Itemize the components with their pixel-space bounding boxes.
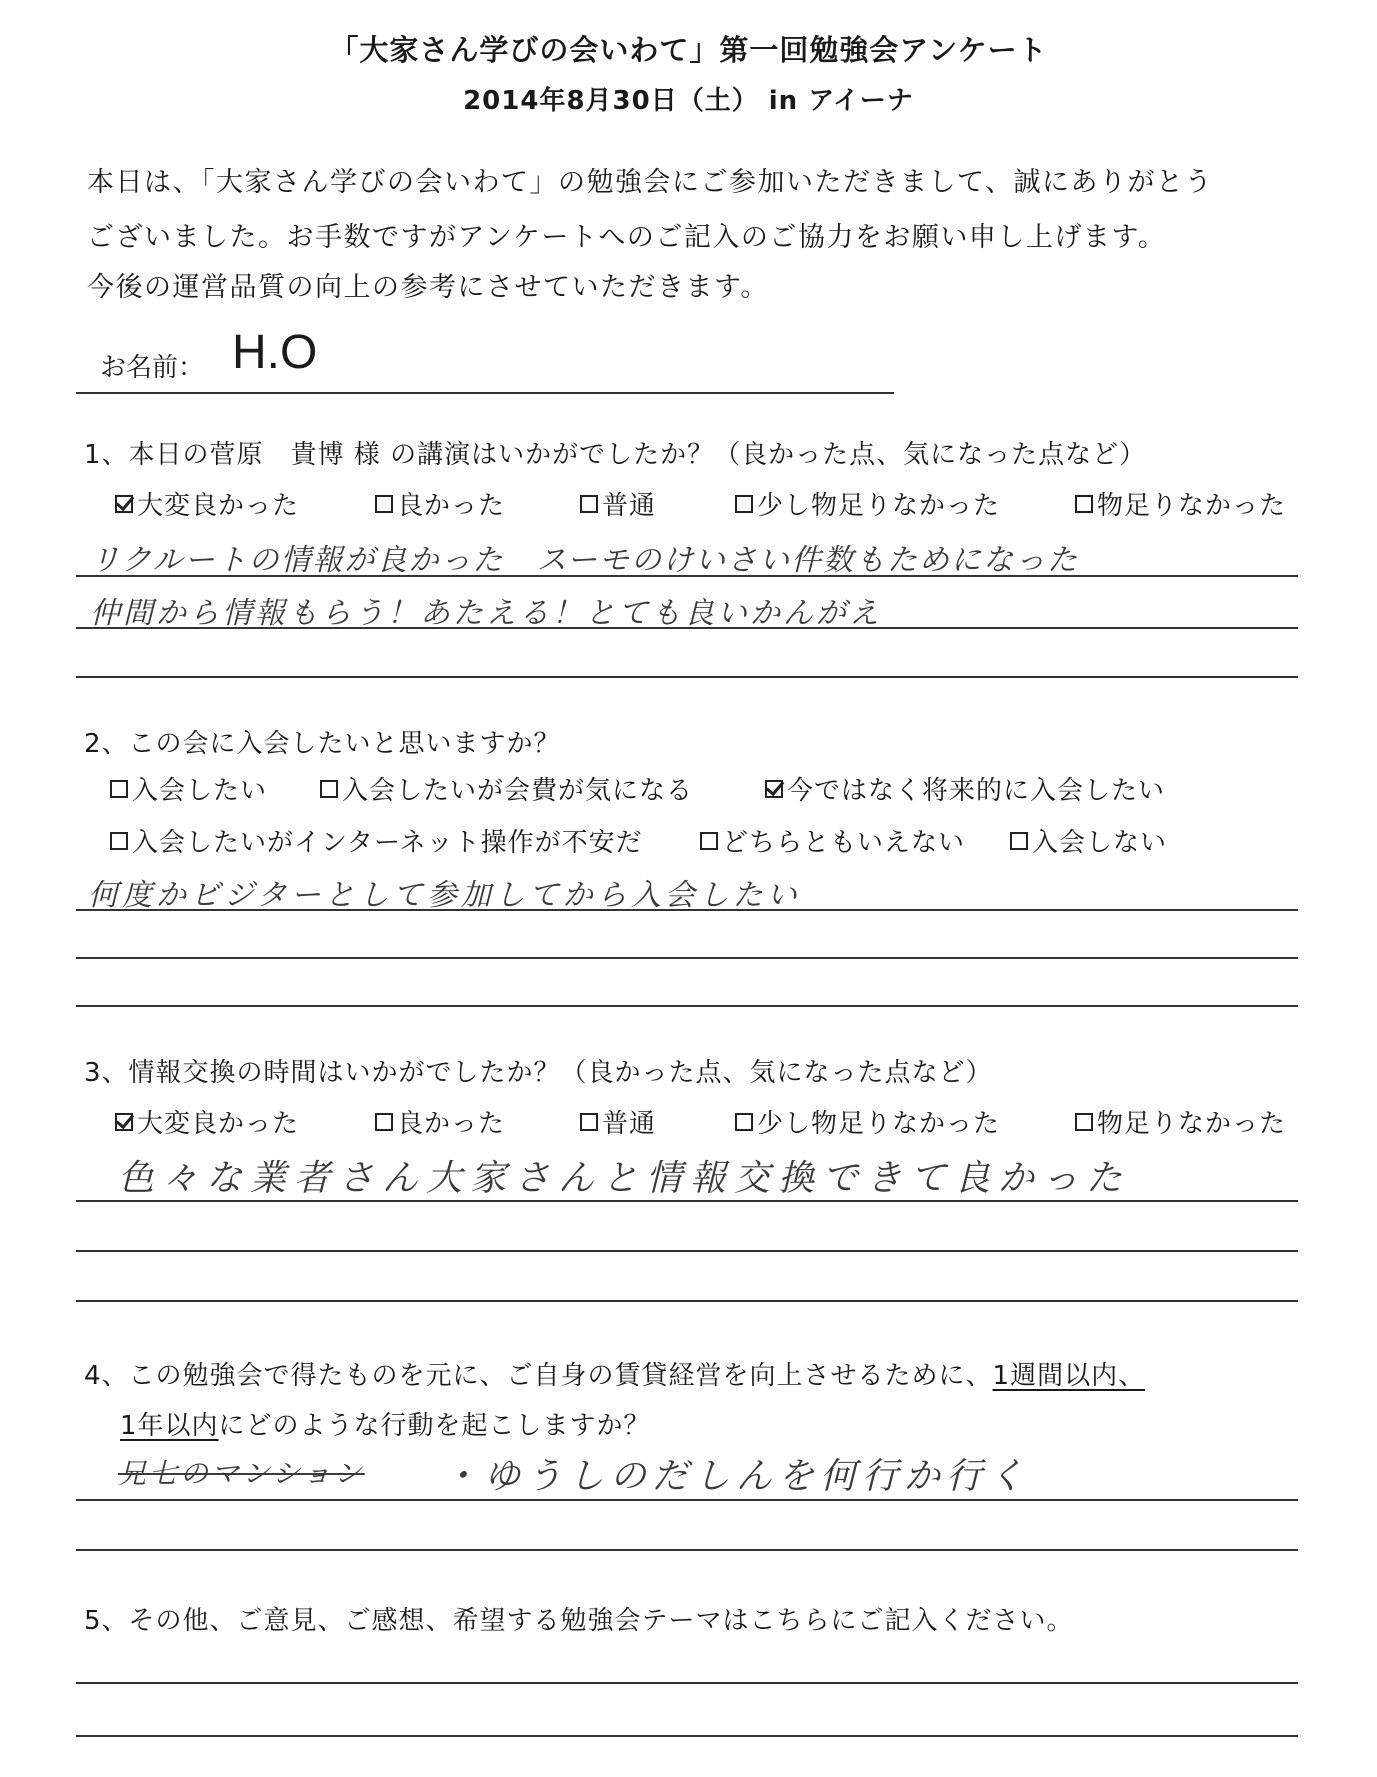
q1-option-good[interactable]: 良かった [375, 485, 505, 522]
checkbox-checked-icon [765, 780, 783, 798]
question-2: 2、この会に入会したいと思いますか？ [84, 729, 561, 759]
q3-answer-rule-1 [76, 1200, 1298, 1202]
q2-option-join-future[interactable]: 今ではなく将来的に入会したい [765, 770, 1165, 807]
question-5: 5、その他、ご意見、ご感想、希望する勉強会テーマはこちらにご記入ください。 [84, 1606, 1074, 1636]
name-value[interactable]: H.O [232, 326, 318, 379]
checkbox-icon [735, 1113, 753, 1131]
q4-answer-line-1[interactable]: ・ゆうしのだしんを何行か行く [442, 1456, 1031, 1497]
checkbox-icon [580, 495, 598, 513]
checkbox-icon [580, 1113, 598, 1131]
q3-option-slightly-unsatisfying[interactable]: 少し物足りなかった [735, 1103, 1000, 1140]
q2-option-join[interactable]: 入会したい [110, 770, 267, 807]
intro-line-1: 本日は、「大家さん学びの会いわて」の勉強会にご参加いただきまして、誠にありがとう [87, 167, 1213, 198]
q3-answer-rule-3 [76, 1300, 1298, 1302]
q3-option-unsatisfying[interactable]: 物足りなかった [1075, 1103, 1286, 1140]
intro-line-2: ございました。お手数ですがアンケートへのご記入のご協力をお願い申し上げます。 [87, 222, 1167, 253]
checkbox-icon [1075, 495, 1093, 513]
q4-answer-struck: 兄七のマンション [118, 1457, 365, 1490]
q1-answer-rule-2 [76, 627, 1298, 629]
question-4-line-2: 1年以内にどのような行動を起こしますか？ [120, 1411, 651, 1441]
q5-answer-rule-2 [76, 1735, 1298, 1737]
checkbox-icon [1075, 1113, 1093, 1131]
q3-option-normal[interactable]: 普通 [580, 1103, 656, 1140]
question-4-line-1: 4、この勉強会で得たものを元に、ご自身の賃貸経営を向上させるために、1週間以内、 [84, 1361, 1146, 1391]
q2-answer-rule-3 [76, 1005, 1298, 1007]
q1-answer-rule-3 [76, 676, 1298, 678]
q2-option-undecided[interactable]: どちらともいえない [700, 822, 965, 859]
checkbox-icon [700, 832, 718, 850]
survey-date: 2014年8月30日（土） in アイーナ [463, 86, 914, 116]
q5-answer-rule-1 [76, 1682, 1298, 1684]
checkbox-icon [110, 780, 128, 798]
checkbox-icon [1010, 832, 1028, 850]
q4-answer-rule-2 [76, 1549, 1298, 1551]
q2-answer-rule-1 [76, 909, 1298, 911]
q2-option-join-internet-concern[interactable]: 入会したいがインターネット操作が不安だ [110, 822, 643, 859]
checkbox-icon [320, 780, 338, 798]
checkbox-checked-icon [115, 495, 133, 513]
survey-title: 「大家さん学びの会いわて」第一回勉強会アンケート [329, 33, 1048, 67]
q1-option-normal[interactable]: 普通 [580, 485, 656, 522]
checkbox-icon [735, 495, 753, 513]
q1-answer-line-2[interactable]: 仲間から情報もらう！あたえる！とても良いかんがえ [90, 596, 882, 631]
checkbox-icon [375, 495, 393, 513]
q3-answer-line-1[interactable]: 色々な業者さん大家さんと情報交換できて良かった [118, 1158, 1131, 1199]
q2-answer-rule-2 [76, 957, 1298, 959]
q1-answer-rule-1 [76, 575, 1298, 577]
checkbox-icon [375, 1113, 393, 1131]
checkbox-icon [110, 832, 128, 850]
checkbox-checked-icon [115, 1113, 133, 1131]
question-1: 1、本日の菅原 貴博 様 の講演はいかがでしたか？（良かった点、気になった点など） [84, 440, 1147, 470]
q1-option-slightly-unsatisfying[interactable]: 少し物足りなかった [735, 485, 1000, 522]
q1-answer-line-1[interactable]: リクルートの情報が良かった スーモのけいさい件数もためになった [90, 543, 1079, 578]
intro-line-3: 今後の運営品質の向上の参考にさせていただきます。 [87, 272, 769, 303]
q3-option-very-good[interactable]: 大変良かった [115, 1103, 299, 1140]
name-underline [76, 392, 894, 394]
q1-option-unsatisfying[interactable]: 物足りなかった [1075, 485, 1286, 522]
q3-option-good[interactable]: 良かった [375, 1103, 505, 1140]
q1-option-very-good[interactable]: 大変良かった [115, 485, 299, 522]
q2-answer-line-1[interactable]: 何度かビジターとして参加してから入会したい [88, 878, 801, 913]
question-3: 3、情報交換の時間はいかがでしたか？（良かった点、気になった点など） [84, 1058, 993, 1088]
q2-option-not-join[interactable]: 入会しない [1010, 822, 1167, 859]
name-label: お名前： [100, 353, 205, 383]
q2-option-join-fee-concern[interactable]: 入会したいが会費が気になる [320, 770, 693, 807]
q3-answer-rule-2 [76, 1250, 1298, 1252]
q4-answer-rule-1 [76, 1499, 1298, 1501]
